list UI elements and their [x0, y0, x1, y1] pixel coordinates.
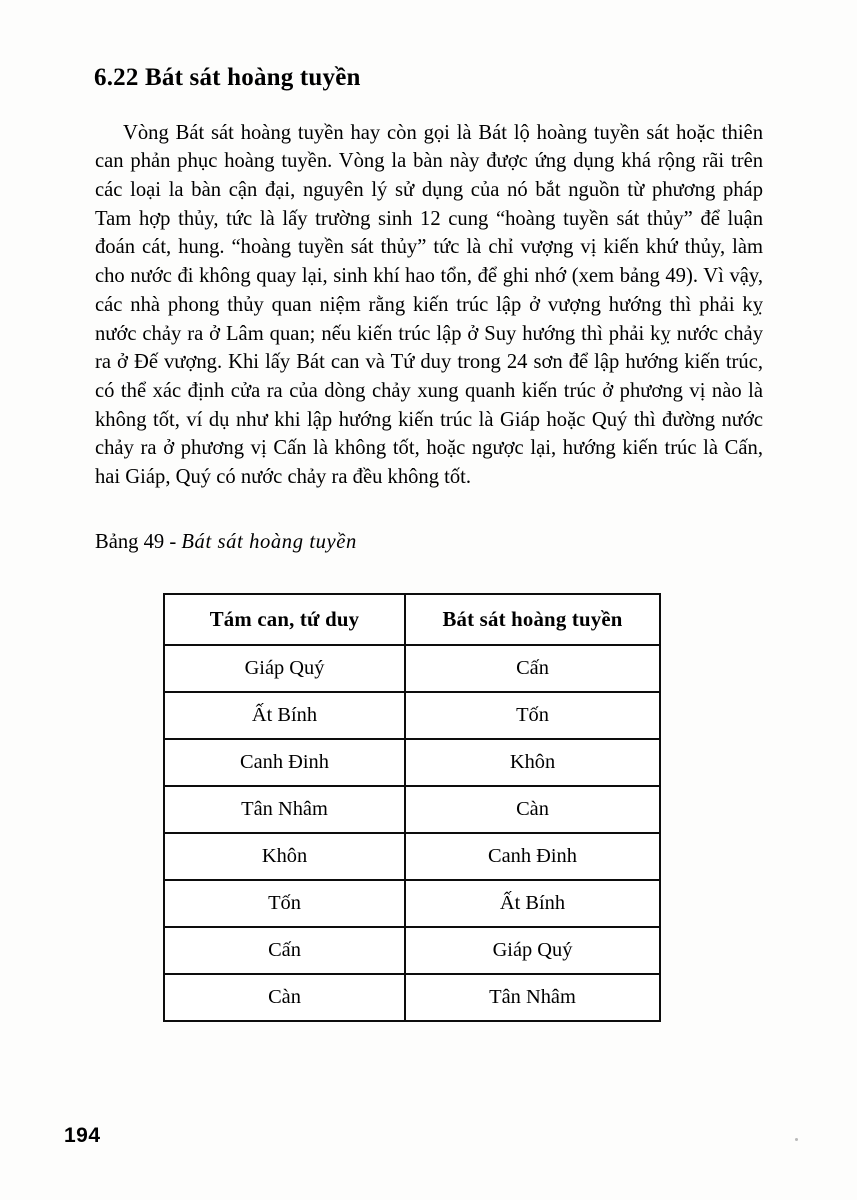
table-row	[164, 739, 660, 786]
cell-hoang-tuyen: Ất Bính	[405, 880, 660, 927]
cell-can-duy: Giáp Quý	[164, 645, 405, 692]
page-title: 6.22 Bát sát hoàng tuyền	[94, 63, 361, 91]
page-number: 194	[64, 1124, 101, 1147]
scan-artifact	[795, 1138, 798, 1141]
column-header-tam-can-tu-duy: Tám can, tứ duy	[164, 594, 405, 645]
table-row	[164, 974, 660, 1021]
cell-hoang-tuyen: Cấn	[405, 645, 660, 692]
table-row	[164, 786, 660, 833]
table-row	[164, 927, 660, 974]
body-paragraph: Vòng Bát sát hoàng tuyền hay còn gọi là Bát lộ hoàng tuyền sát hoặc thiên can phản phục hoàng tuyền. Vòng la bàn này được ứng dụng khá rộng rãi trên các loại la bàn cận đại, nguyên lý sử dụng của nó bắt nguồn từ phương pháp Tam hợp thủy, tức là lấy trường sinh 12 cung “hoàng tuyền sát thủy” để luận đoán cát, hung. “hoàng tuyền sát thủy” tức là chỉ vượng vị kiến khứ thủy, làm cho nước đi không quay lại, sinh khí hao tổn, để ghi nhớ (xem bảng 49). Vì vậy, các nhà phong thủy quan niệm rằng kiến trúc lập ở vượng hướng thì phải kỵ nước chảy ra ở Lâm quan; nếu kiến trúc lập ở Suy hướng thì phải kỵ nước chảy ra ở Đế vượng. Khi lấy Bát can và Tứ duy trong 24 sơn để lập hướng kiến trúc, có thể xác định cửa ra của dòng chảy xung quanh kiến trúc ở phương vị nào là không tốt, ví dụ như khi lập hướng kiến trúc là Giáp hoặc Quý thì đường nước chảy ra ở phương vị Cấn là không tốt, hoặc ngược lại, hướng kiến trúc là Cấn, hai Giáp, Quý có nước chảy ra đều không tốt.	[95, 121, 763, 489]
table-row	[164, 880, 660, 927]
table-caption-title: Bát sát hoàng tuyền	[181, 531, 357, 553]
cell-can-duy: Tân Nhâm	[164, 786, 405, 833]
table-row	[164, 645, 660, 692]
cell-can-duy: Canh Đinh	[164, 739, 405, 786]
cell-can-duy: Tốn	[164, 880, 405, 927]
cell-hoang-tuyen: Tân Nhâm	[405, 974, 660, 1021]
table-container	[163, 593, 659, 1022]
cell-can-duy: Khôn	[164, 833, 405, 880]
bat-sat-hoang-tuyen-table	[163, 593, 661, 1022]
cell-hoang-tuyen: Giáp Quý	[405, 927, 660, 974]
column-header-bat-sat-hoang-tuyen: Bát sát hoàng tuyền	[405, 594, 660, 645]
cell-hoang-tuyen: Khôn	[405, 739, 660, 786]
table-body	[164, 645, 660, 1021]
cell-hoang-tuyen: Tốn	[405, 692, 660, 739]
cell-can-duy: Cấn	[164, 927, 405, 974]
table-header-row	[164, 594, 660, 645]
cell-hoang-tuyen: Canh Đinh	[405, 833, 660, 880]
cell-hoang-tuyen: Càn	[405, 786, 660, 833]
cell-can-duy: Ất Bính	[164, 692, 405, 739]
table-caption	[95, 528, 357, 556]
table-row	[164, 833, 660, 880]
table-caption-prefix: Bảng 49 -	[95, 531, 182, 553]
cell-can-duy: Càn	[164, 974, 405, 1021]
table-row	[164, 692, 660, 739]
